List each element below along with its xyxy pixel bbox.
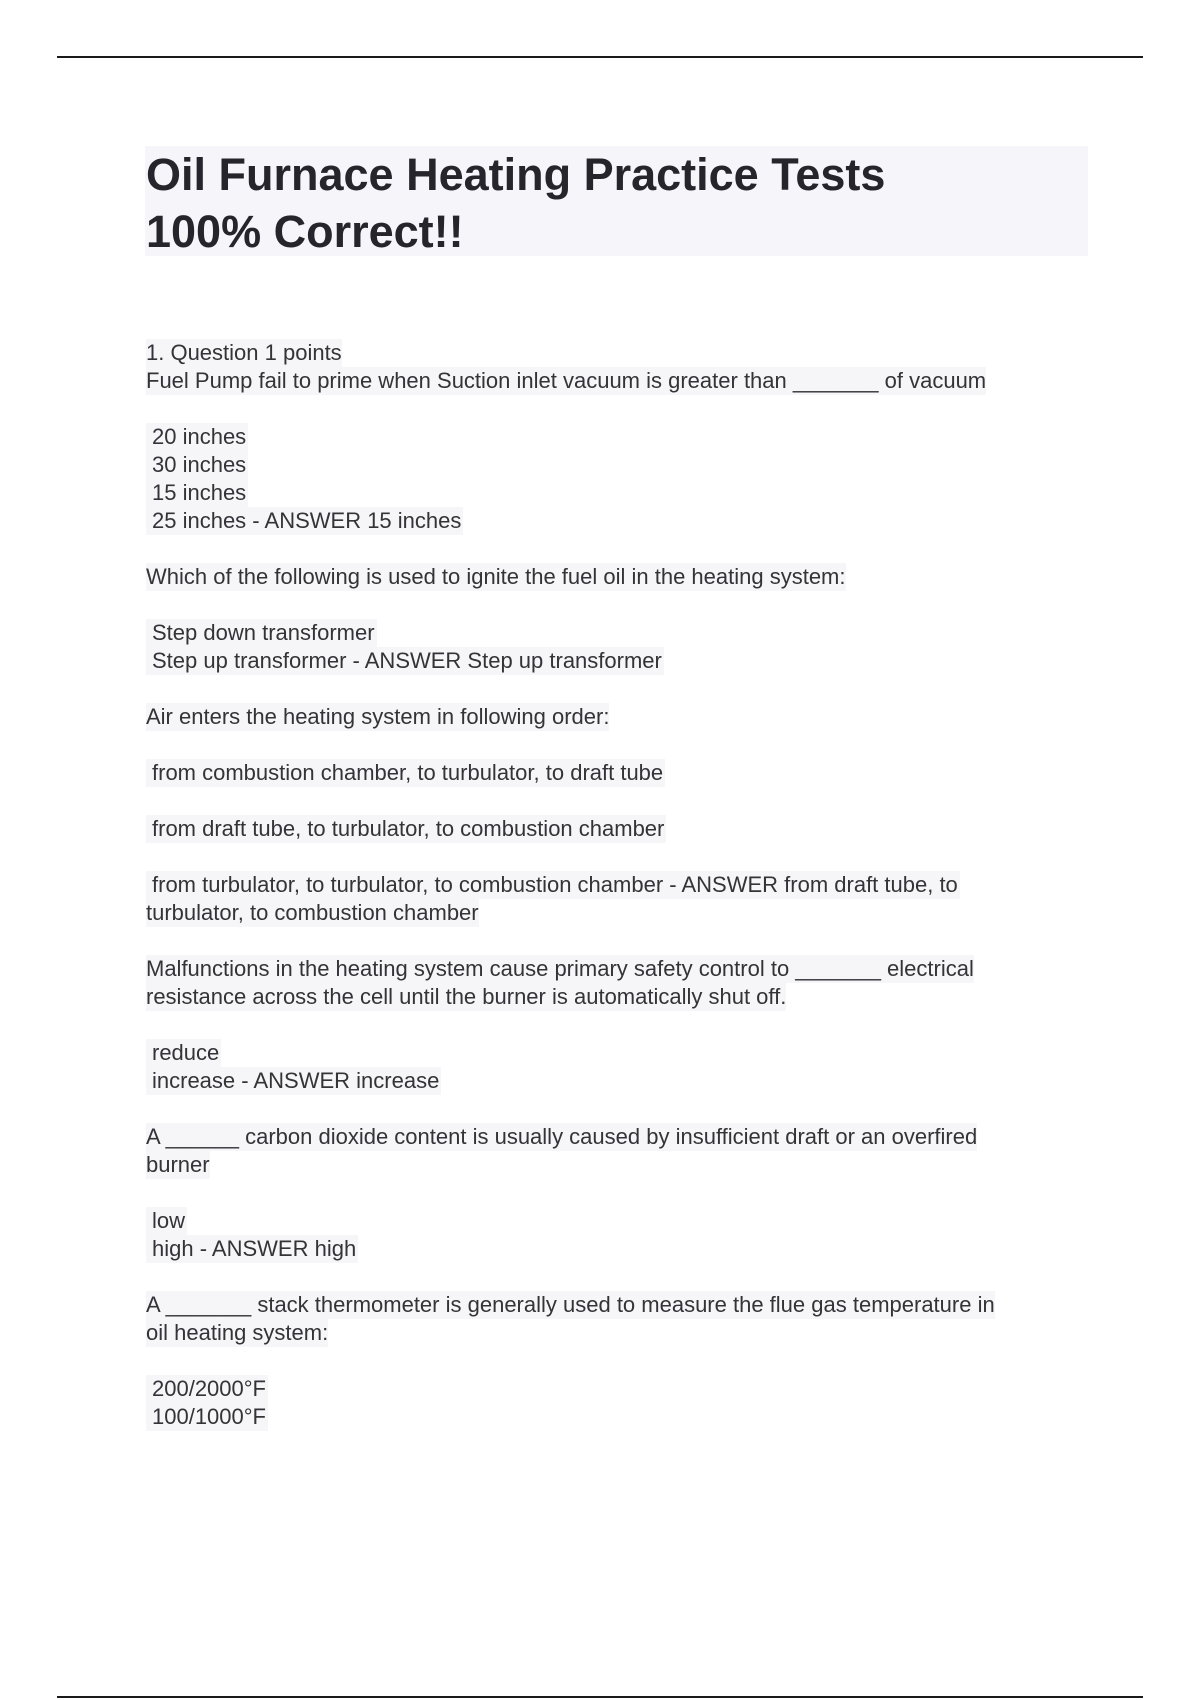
question-prompt: Which of the following is used to ignite the fuel oil in the heating system: [146, 564, 846, 589]
answer-option: 100/1000°F [146, 1403, 1091, 1431]
answer-option-with-answer: 25 inches - ANSWER 15 inches [146, 507, 1091, 535]
answer-option-with-answer: increase - ANSWER increase [146, 1067, 1091, 1095]
top-divider [57, 56, 1143, 58]
question-list [146, 339, 1091, 1431]
answer-option: from draft tube, to turbulator, to combustion chamber [146, 815, 1091, 843]
question-4 [146, 955, 1091, 1095]
question-prompt: A ______ carbon dioxide content is usually caused by insufficient draft or an overfired [146, 1124, 978, 1149]
question-prompt-continuation: burner [146, 1152, 210, 1177]
answer-option-with-answer: from turbulator, to turbulator, to combustion chamber - ANSWER from draft tube, to [146, 871, 1091, 899]
question-prompt: Fuel Pump fail to prime when Suction inlet vacuum is greater than _______ of vacuum [146, 368, 987, 393]
question-prompt-continuation: oil heating system: [146, 1320, 329, 1345]
title-line-2: 100% Correct!! [146, 206, 464, 257]
question-prompt: A _______ stack thermometer is generally used to measure the flue gas temperature in [146, 1292, 995, 1317]
answer-option: 200/2000°F [146, 1375, 1091, 1403]
answer-option: 15 inches [146, 479, 1091, 507]
question-header: 1. Question 1 points [146, 340, 342, 365]
document-title [146, 146, 1086, 260]
title-line-1: Oil Furnace Heating Practice Tests [146, 149, 886, 200]
answer-option: 30 inches [146, 451, 1091, 479]
question-prompt: Malfunctions in the heating system cause primary safety control to _______ electrical [146, 956, 974, 981]
answer-continuation: turbulator, to combustion chamber [146, 900, 479, 925]
question-1 [146, 339, 1091, 535]
answer-option-with-answer: Step up transformer - ANSWER Step up transformer [146, 647, 1091, 675]
answer-option: from combustion chamber, to turbulator, to draft tube [146, 759, 1091, 787]
question-3 [146, 703, 1091, 927]
answer-option: 20 inches [146, 423, 1091, 451]
question-2 [146, 563, 1091, 675]
answer-option: reduce [146, 1039, 1091, 1067]
answer-option: Step down transformer [146, 619, 1091, 647]
question-prompt: Air enters the heating system in following order: [146, 704, 610, 729]
question-prompt-continuation: resistance across the cell until the burner is automatically shut off. [146, 984, 787, 1009]
answer-option-with-answer: high - ANSWER high [146, 1235, 1091, 1263]
question-6 [146, 1291, 1091, 1431]
bottom-divider [57, 1696, 1143, 1698]
question-5 [146, 1123, 1091, 1263]
answer-option: low [146, 1207, 1091, 1235]
